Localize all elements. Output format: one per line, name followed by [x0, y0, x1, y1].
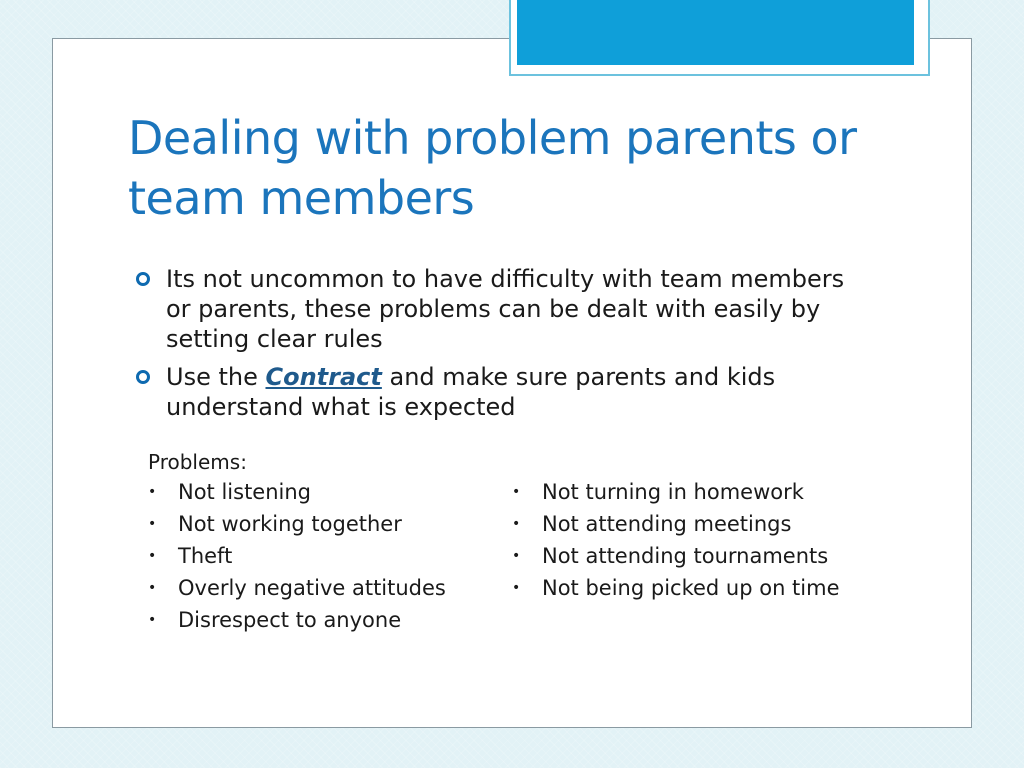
problems-list-left — [148, 480, 488, 640]
problem-text: Not working together — [178, 512, 402, 536]
problem-text: Not attending meetings — [542, 512, 792, 536]
main-bullet-text: Its not uncommon to have difficulty with team members or parents, these problems can be dealt with easily by setting clear rules — [166, 265, 845, 353]
problem-item — [512, 544, 862, 568]
problems-list-right — [512, 480, 862, 608]
main-bullet-list — [134, 264, 874, 430]
problem-item — [148, 576, 488, 600]
dot-bullet-icon: • — [512, 516, 521, 532]
slide-title: Dealing with problem parents or team members — [128, 111, 857, 225]
problem-text: Not being picked up on time — [542, 576, 840, 600]
contract-link[interactable]: Contract — [265, 363, 382, 391]
problem-item — [512, 512, 862, 536]
dot-bullet-icon: • — [512, 548, 521, 564]
problem-item — [148, 608, 488, 632]
dot-bullet-icon: • — [148, 612, 157, 628]
problem-text: Disrespect to anyone — [178, 608, 402, 632]
ring-bullet-icon — [136, 370, 150, 384]
problem-item — [148, 480, 488, 504]
main-bullet-text-before: Use the — [166, 363, 266, 391]
main-bullet-item — [134, 264, 874, 354]
problem-item — [512, 480, 862, 504]
dot-bullet-icon: • — [148, 580, 157, 596]
dot-bullet-icon: • — [148, 516, 157, 532]
main-bullet-text-after: and make sure parents and kids understand what is expected — [166, 363, 776, 421]
problem-text: Theft — [178, 544, 233, 568]
main-bullet-item — [134, 362, 874, 422]
problem-text: Overly negative attitudes — [178, 576, 446, 600]
problem-text: Not listening — [178, 480, 312, 504]
problems-label: Problems: — [148, 450, 247, 474]
problem-text: Not attending tournaments — [542, 544, 829, 568]
ring-bullet-icon — [136, 272, 150, 286]
dot-bullet-icon: • — [148, 484, 157, 500]
problem-item — [512, 576, 862, 600]
problem-item — [148, 512, 488, 536]
dot-bullet-icon: • — [512, 484, 521, 500]
problem-item — [148, 544, 488, 568]
dot-bullet-icon: • — [512, 580, 521, 596]
problem-text: Not turning in homework — [542, 480, 804, 504]
dot-bullet-icon: • — [148, 548, 157, 564]
accent-bar — [517, 0, 914, 65]
